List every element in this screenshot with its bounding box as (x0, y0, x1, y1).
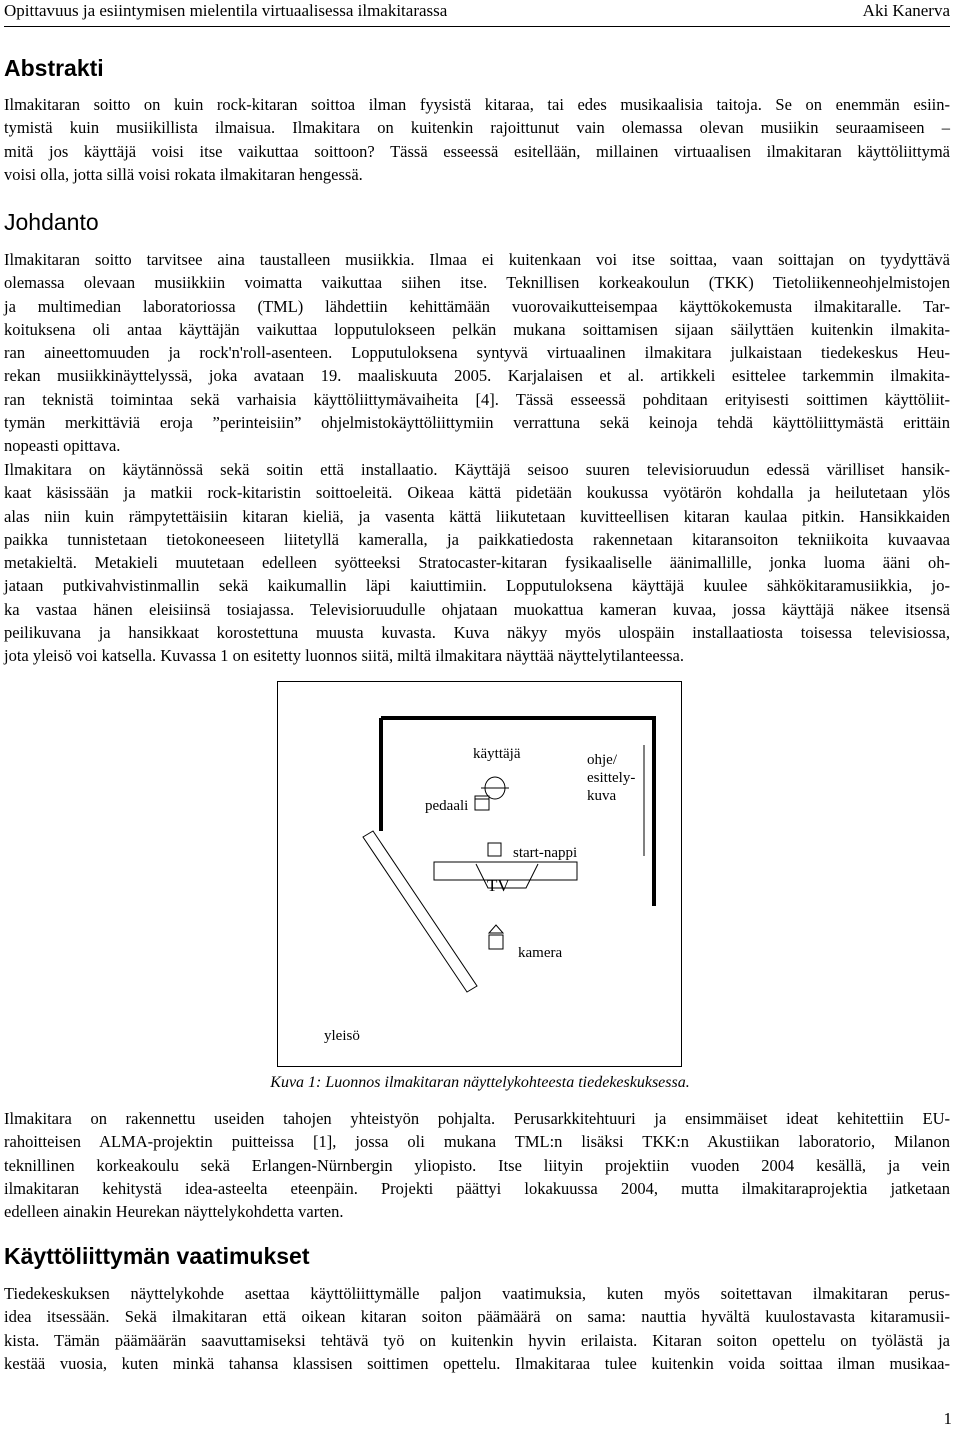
pedal-icon (475, 796, 489, 810)
text-line: alas niin kuin rämpytettäisiin kitaran kieliä, ja vasenta kättä liikutetaan kuvitteellisen kitaran kaulaa pitkin. Hansikkaiden (4, 506, 950, 526)
label-help-2: esittely- (587, 770, 636, 786)
text-line: olemassa olevaan musiikkiin voimatta vaikuttaa siihen itse. Teknillisen korkeakoulun (TKK) Tietoliikenneohjelmistojen (4, 273, 950, 293)
text-line: jota yleisö voi katsella. Kuvassa 1 on esitetty luonnos siitä, miltä ilmakitara näyttää näyttelytilanteessa. (4, 646, 685, 666)
label-audience: yleisö (324, 1028, 360, 1044)
author-name: Aki Kanerva (862, 1, 950, 20)
text-line: kista. Tämän päämäärän saavuttamiseksi tehtävä työ on kuitenkin hyvin erilaista. Kitaran soiton opettelu on työlästä ja (4, 1330, 950, 1350)
intro-paragraph-1 (4, 248, 950, 458)
text-line: ran teknistä toimintaa sekä varhaisia käyttöliittymävaiheita [4]. Tässä esseessä pohditaan erityisesti soittimen käyttöliit- (4, 389, 950, 409)
requirements-paragraph (4, 1282, 950, 1375)
collaboration-paragraph (4, 1107, 950, 1223)
start-button-icon (488, 843, 501, 856)
text-line: Ilmakitara on rakennettu useiden tahojen yhteistyön pohjalta. Perusarkkitehtuuri ja ensimmäiset ideat kehitettiin EU- (4, 1109, 950, 1128)
text-line: ran aineettomuuden ja rock'n'roll-asenteen. Lopputuloksena syntyvä virtuaalinen ilmakitara julkaistaan tiedekeskus Heu- (4, 343, 950, 363)
text-line: ilmakitaran kehitystä idea-asteelta eteenpäin. Projekti päättyi lokakuussa 2004, mutta ilmakitaraprojektia jatketaan (4, 1178, 950, 1198)
text-line: tymistä kuin musiikillista ilmaisua. Ilmakitara on kuitenkin rajoittunut vain olemassa olevan musiikin seuraamiseen – (4, 118, 950, 138)
text-line: rahoitteisen ALMA-projektin puitteissa [1], jossa oli mukana TML:n lisäksi TKK:n Akustiikan laboratorio, Milanon (4, 1132, 950, 1152)
camera-icon (489, 935, 503, 949)
header-rule (4, 26, 950, 27)
label-start-button: start-nappi (513, 845, 578, 861)
text-line: kestää vuosia, kuten minkä tahansa klassisen soittimen opettelu. Ilmakitaraa tulee kuitenkin voida soittaa ilman musikaa- (4, 1353, 950, 1373)
text-line: teknillinen korkeakoulu sekä Erlangen-Nürnbergin yliopisto. Itse liityin projektiin vuoden 2004 kesällä, ja vein (4, 1155, 950, 1175)
text-line: rekan musiikkinäyttelyssä, joka avataan 19. maaliskuuta 2005. Karjalaisen et al. artikkeli esittelee tarkemmin ilmakita- (4, 366, 950, 386)
text-line: Ilmakitaran soitto on kuin rock-kitaran soittoa ilman fyysistä kitaraa, tai edes musikaalisia taitoja. Se on enemmän esiin- (4, 95, 950, 114)
text-line: edelleen ainakin Heurekan näyttelykohdetta varten. (4, 1202, 344, 1222)
text-line: mitä jos käyttäjä voisi itse vaikuttaa soittoon? Tässä esseessä esitellään, millainen virtuaalisen ilmakitaran käyttöliittymä (4, 141, 950, 161)
label-help-3: kuva (587, 788, 617, 804)
text-line: ja multimedian laboratoriossa (TML) lähdettiin kehittämään vuorovaikutteisempaa käyttökokemusta ilmakitaralle. Tar- (4, 296, 950, 316)
camera-lens-icon (489, 925, 503, 933)
figure-caption: Kuva 1: Luonnos ilmakitaran näyttelykohteesta tiedekeskuksessa. (270, 1074, 690, 1091)
text-line: peilikuvana ja hansikkaat korostettuna muusta kuvasta. Kuva näkyy myös ulospäin installaatiosta toisessa televisiossa, (4, 623, 950, 643)
label-pedal: pedaali (425, 798, 469, 814)
text-line: Ilmakitara on käytännössä sekä soitin että installaatio. Käyttäjä seisoo suuren televisioruudun edessä värilliset hansik- (4, 460, 950, 479)
text-line: Ilmakitaran soitto tarvitsee aina taustalleen musiikkia. Ilmaa ei kuitenkaan voi itse soittaa, vaan soittajan on tyydyttävä (4, 250, 950, 269)
abstract-paragraph (4, 93, 950, 186)
label-help-1: ohje/ (587, 752, 617, 768)
text-line: Tiedekeskuksen näyttelykohde asettaa käyttöliittymälle paljon vaatimuksia, kuten myös soitettavan ilmakitaran perus- (4, 1284, 950, 1303)
label-camera: kamera (518, 945, 563, 961)
diagonal-panel (363, 831, 477, 992)
intro-heading: Johdanto (4, 209, 99, 235)
label-user: käyttäjä (473, 746, 521, 762)
page-number: 1 (943, 1409, 952, 1428)
intro-paragraph-2 (4, 458, 950, 668)
requirements-heading: Käyttöliittymän vaatimukset (4, 1243, 310, 1269)
text-line: idea itsessään. Sekä ilmakitaran että oikean kitaran soiton päämäärä on sama: nauttia hyvältä kuulostavasta kitaramusii- (4, 1307, 950, 1327)
text-line: ka vastaa hänen eleisiinsä tosiajassa. Televisioruudulle ohjataan muokattua kameran kuvaa, jossa käyttäjä näkee itsensä (4, 599, 950, 619)
text-line: tymän merkittäviä eroja ”perinteisiin” ohjelmistokäyttöliittymiin verrattuna sekä keinoja tehdä käyttöliittymästä erittäin (4, 413, 950, 433)
text-line: jataan putkivahvistinmallin sekä kaikumallin läpi kaiuttimiin. Lopputuloksena käyttäjä kuulee sähkökitaramusiikkia, jo- (4, 576, 950, 596)
abstract-heading: Abstrakti (4, 55, 104, 81)
text-line: metakieltä. Metakieli muutetaan edelleen syötteeksi Stratocaster-kitaran fysikaaliselle äänimallille, jonka luoma ääni oh- (4, 553, 950, 573)
document-title: Opittavuus ja esiintymisen mielentila virtuaalisessa ilmakitarassa (4, 1, 448, 20)
text-line: paikka tunnistetaan tietokoneeseen liitetyllä kameralla, ja paikkatiedosta rakennetaan kitaransoiton tekniikoita kuvaavaa (4, 529, 950, 549)
text-line: nopeasti opittava. (4, 436, 121, 456)
text-line: koituksena oli antaa käyttäjän vaikuttaa lopputulokseen pelkän mukana soittamisen sijaan säilyttäen kuitenkin ilmakita- (4, 319, 950, 339)
running-header (4, 0, 950, 26)
label-tv: TV (487, 876, 510, 895)
text-line: kaat käsissään ja matkii rock-kitaristin soittoeleitä. Oikeaa kättä pidetään koukussa vyötärön kohdalla ja heilutetaan ylös (4, 483, 950, 503)
figure-frame (278, 682, 682, 1067)
exhibit-sketch (277, 681, 682, 1067)
exhibit-sketch-figure (277, 681, 682, 1067)
text-line: voisi olla, jotta sillä voisi rokata ilmakitaran hengessä. (4, 164, 363, 184)
